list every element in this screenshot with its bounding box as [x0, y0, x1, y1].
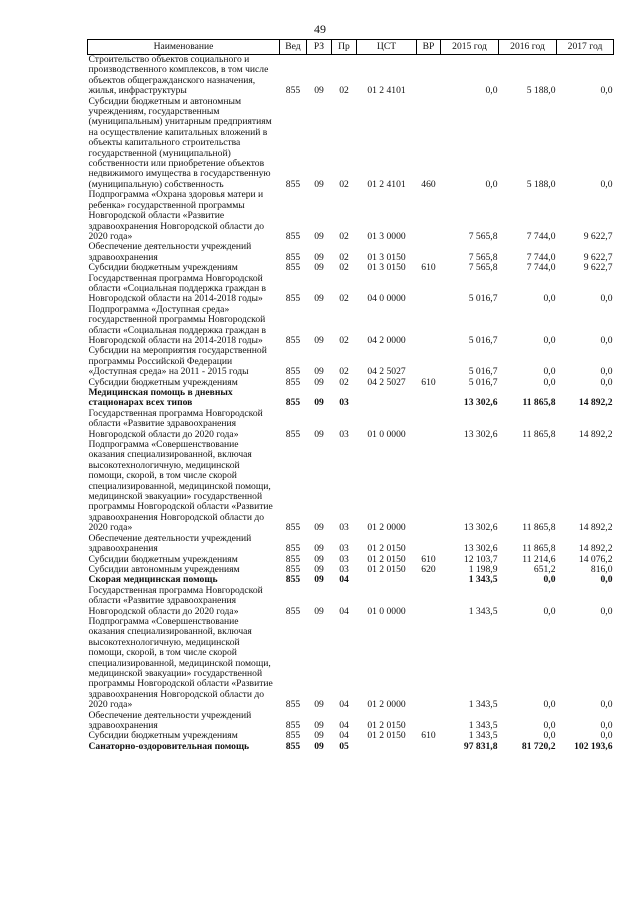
cell-2016: 0,0 — [543, 699, 556, 711]
cell-2016: 11 865,8 — [522, 397, 556, 409]
cell-2015: 13 302,6 — [463, 428, 498, 440]
cell-2015: 1 343,5 — [468, 574, 498, 586]
cell-2016: 81 720,2 — [521, 740, 556, 752]
cell-ved: 855 — [285, 574, 301, 586]
cell-name: Обеспечение деятельности учреждений здравоохранения — [88, 241, 252, 263]
header-2016: 2016 год — [499, 40, 557, 55]
cell-rz: 09 — [314, 730, 324, 742]
cell-cst: 01 2 0150 — [367, 730, 406, 742]
cell-name: Субсидии на мероприятия государственной программы Российской Федерации «Доступная среда» на 2011 - 2015 годы — [88, 345, 267, 378]
table-row — [88, 388, 614, 409]
cell-ved: 855 — [285, 230, 301, 242]
cell-2016: 11 865,8 — [522, 543, 556, 555]
cell-2017: 0,0 — [600, 699, 613, 711]
cell-2015: 13 302,6 — [463, 543, 498, 555]
cell-ved: 855 — [285, 720, 301, 731]
cell-2017: 9 622,7 — [583, 262, 613, 274]
cell-2015: 5 016,7 — [468, 334, 498, 346]
cell-pr: 03 — [339, 553, 349, 565]
cell-vr: 610 — [421, 553, 436, 565]
cell-2017: 0,0 — [600, 376, 613, 388]
cell-2015: 1 198,9 — [468, 563, 498, 575]
cell-2015: 0,0 — [485, 85, 498, 97]
page-number: 49 — [314, 22, 326, 36]
cell-2016: 11 865,8 — [522, 522, 556, 534]
cell-name: Субсидии автономным учреждениям — [88, 563, 240, 575]
cell-pr: 02 — [339, 376, 349, 388]
cell-rz: 09 — [314, 178, 324, 190]
cell-2017: 14 892,2 — [578, 428, 613, 440]
cell-pr: 02 — [339, 230, 349, 242]
cell-cst: 01 2 0150 — [367, 543, 406, 555]
table-row — [88, 346, 614, 377]
cell-rz: 09 — [314, 334, 324, 346]
header-ved: Вед — [280, 40, 307, 55]
cell-2017: 14 076,2 — [578, 553, 613, 565]
cell-ved: 855 — [285, 334, 301, 346]
cell-2017: 0,0 — [600, 730, 613, 742]
cell-2017: 0,0 — [600, 85, 613, 97]
cell-2017: 0,0 — [600, 366, 613, 378]
cell-2015: 1 343,5 — [468, 730, 498, 742]
table-row — [88, 274, 614, 305]
cell-vr — [417, 190, 441, 242]
cell-vr — [417, 242, 441, 263]
cell-vr: 460 — [421, 178, 436, 190]
cell-cst — [357, 742, 417, 752]
cell-vr — [417, 55, 441, 97]
cell-2016: 0,0 — [543, 334, 556, 346]
cell-2017: 0,0 — [600, 293, 613, 305]
cell-cst: 01 2 4101 — [367, 85, 406, 97]
cell-pr: 02 — [339, 262, 349, 274]
cell-name: Строительство объектов социального и производственного комплексов, в том числе объектов общегражданского назначения, жилья, инфраструктуры — [88, 54, 269, 97]
cell-2015: 1 343,5 — [468, 699, 498, 711]
cell-cst: 01 2 0150 — [367, 553, 406, 565]
cell-2015: 1 343,5 — [468, 605, 498, 617]
cell-ved: 855 — [285, 522, 301, 534]
cell-cst: 04 2 0000 — [367, 334, 406, 346]
cell-ved: 855 — [285, 605, 301, 617]
cell-vr — [417, 742, 441, 752]
cell-2016: 0,0 — [543, 720, 556, 731]
cell-name: Подпрограмма «Совершенствование оказания специализированной, включая высокотехнологичную, медицинской помощи, скорой, в том числе скорой специализированной, медицинской помощи, медицинской эвакуации» государственной программы Новгородской области «Развитие здравоохранения Новгородской области до 2020 года» — [88, 439, 273, 534]
cell-vr: 610 — [421, 376, 436, 388]
cell-2016: 0,0 — [543, 376, 556, 388]
cell-ved: 855 — [285, 262, 301, 274]
cell-vr — [417, 586, 441, 617]
cell-vr — [417, 617, 441, 711]
cell-name: Обеспечение деятельности учреждений здравоохранения — [88, 709, 252, 731]
cell-name: Скорая медицинская помощь — [88, 574, 218, 586]
cell-2017: 816,0 — [590, 563, 613, 575]
cell-cst: 01 2 0150 — [367, 720, 406, 731]
cell-2015: 13 302,6 — [463, 397, 498, 409]
cell-name: Обеспечение деятельности учреждений здравоохранения — [88, 532, 252, 555]
cell-cst: 01 3 0150 — [367, 262, 406, 274]
cell-2015: 5 016,7 — [468, 366, 498, 378]
cell-pr: 03 — [339, 543, 349, 555]
cell-vr — [417, 575, 441, 585]
cell-2017: 0,0 — [600, 605, 613, 617]
cell-2016: 0,0 — [543, 293, 556, 305]
cell-cst — [357, 388, 417, 409]
cell-vr — [417, 274, 441, 305]
cell-2016: 0,0 — [543, 730, 556, 742]
cell-vr — [417, 534, 441, 555]
header-cst: ЦСТ — [357, 40, 417, 55]
cell-rz: 09 — [314, 720, 324, 731]
cell-rz: 09 — [314, 293, 324, 305]
cell-2015: 7 565,8 — [468, 251, 498, 263]
cell-2015: 7 565,8 — [468, 230, 498, 242]
cell-2015: 7 565,8 — [468, 262, 498, 274]
cell-rz: 09 — [314, 230, 324, 242]
cell-ved: 855 — [285, 563, 301, 575]
cell-2015: 0,0 — [485, 178, 498, 190]
cell-2016: 11 865,8 — [522, 428, 556, 440]
cell-rz: 09 — [314, 553, 324, 565]
cell-pr: 03 — [339, 428, 349, 440]
cell-2017: 9 622,7 — [583, 230, 613, 242]
table-row — [88, 440, 614, 534]
table-row — [88, 263, 614, 273]
cell-2016: 5 188,0 — [526, 85, 556, 97]
cell-rz: 09 — [314, 543, 324, 555]
cell-rz: 09 — [314, 563, 324, 575]
header-2017: 2017 год — [557, 40, 614, 55]
cell-pr: 02 — [339, 366, 349, 378]
cell-cst: 01 3 0150 — [367, 251, 406, 263]
table-row — [88, 97, 614, 191]
cell-2017: 0,0 — [600, 334, 613, 346]
cell-cst: 01 2 0000 — [367, 699, 406, 711]
cell-cst: 01 3 0000 — [367, 230, 406, 242]
cell-pr: 02 — [339, 334, 349, 346]
cell-pr: 04 — [339, 574, 349, 586]
cell-name: Субсидии бюджетным учреждениям — [88, 730, 238, 742]
table-body — [88, 55, 614, 753]
cell-2017: 14 892,2 — [578, 397, 613, 409]
cell-pr: 04 — [339, 730, 349, 742]
header-rz: РЗ — [307, 40, 332, 55]
cell-cst: 01 0 0000 — [367, 605, 406, 617]
cell-vr — [417, 388, 441, 409]
table-row — [88, 190, 614, 242]
cell-2016: 7 744,0 — [526, 251, 556, 263]
cell-cst: 04 0 0000 — [367, 293, 406, 305]
cell-vr — [417, 409, 441, 440]
cell-2017: 14 892,2 — [578, 543, 613, 555]
cell-pr: 03 — [339, 522, 349, 534]
cell-vr — [417, 440, 441, 534]
cell-pr: 04 — [339, 605, 349, 617]
cell-pr: 02 — [339, 251, 349, 263]
cell-pr: 02 — [339, 85, 349, 97]
cell-ved: 855 — [285, 730, 301, 742]
cell-name: Субсидии бюджетным учреждениям — [88, 262, 238, 274]
table-row — [88, 55, 614, 97]
header-pr: Пр — [332, 40, 357, 55]
cell-name: Субсидии бюджетным учреждениям — [88, 376, 238, 388]
cell-ved: 855 — [285, 85, 301, 97]
cell-name: Государственная программа Новгородской области «Развитие здравоохранения Новгородской области до 2020 года» — [88, 584, 263, 617]
cell-2015: 97 831,8 — [463, 740, 498, 752]
cell-ved: 855 — [285, 178, 301, 190]
cell-2016: 0,0 — [543, 605, 556, 617]
cell-name: Подпрограмма «Совершенствование оказания специализированной, включая высокотехнологичную, медицинской помощи, скорой, в том числе скорой специализированной, медицинской помощи, медицинской эвакуации» государственной программы Новгородской области «Развитие здравоохранения Новгородской области до 2020 года» — [88, 615, 273, 711]
cell-rz: 09 — [314, 85, 324, 97]
cell-rz: 09 — [314, 740, 324, 752]
cell-ved: 855 — [285, 543, 301, 555]
cell-2015: 12 103,7 — [463, 553, 498, 565]
cell-cst: 01 0 0000 — [367, 428, 406, 440]
cell-2017: 102 193,6 — [574, 740, 613, 752]
cell-vr — [417, 346, 441, 377]
cell-2015: 13 302,6 — [463, 522, 498, 534]
cell-ved: 855 — [285, 740, 301, 752]
cell-name: Медицинская помощь в дневных стационарах всех типов — [88, 387, 233, 409]
cell-rz: 09 — [314, 605, 324, 617]
cell-2015: 5 016,7 — [468, 293, 498, 305]
cell-rz: 09 — [314, 574, 324, 586]
table-row — [88, 242, 614, 263]
cell-ved: 855 — [285, 251, 301, 263]
cell-2017: 9 622,7 — [583, 251, 613, 263]
cell-vr: 610 — [421, 262, 436, 274]
cell-2015: 5 016,7 — [468, 376, 498, 388]
budget-table — [87, 39, 614, 752]
table-row — [88, 586, 614, 617]
cell-vr: 610 — [421, 730, 436, 742]
cell-pr: 03 — [339, 397, 349, 409]
cell-ved: 855 — [285, 397, 301, 409]
cell-ved: 855 — [285, 366, 301, 378]
cell-pr: 02 — [339, 178, 349, 190]
cell-2017: 0,0 — [600, 574, 613, 586]
cell-2017: 0,0 — [600, 720, 613, 731]
cell-pr: 03 — [339, 563, 349, 575]
cell-pr: 02 — [339, 293, 349, 305]
cell-cst: 01 2 4101 — [367, 178, 406, 190]
cell-cst: 04 2 5027 — [367, 366, 406, 378]
cell-name: Субсидии бюджетным учреждениям — [88, 553, 238, 565]
cell-rz: 09 — [314, 366, 324, 378]
cell-name: Государственная программа Новгородской области «Социальная поддержка граждан в Новгородской области на 2014-2018 годы» — [88, 272, 267, 305]
cell-rz: 09 — [314, 262, 324, 274]
table-header-row — [88, 40, 614, 55]
cell-name: Подпрограмма «Доступная среда» государственной программы Новгородской области «Социальная поддержка граждан в Новгородской области на 2014-2018 годы» — [88, 303, 267, 346]
cell-ved: 855 — [285, 699, 301, 711]
cell-cst — [357, 575, 417, 585]
cell-rz: 09 — [314, 251, 324, 263]
cell-2015: 1 343,5 — [468, 720, 498, 731]
cell-2017: 0,0 — [600, 178, 613, 190]
cell-vr: 620 — [421, 563, 436, 575]
cell-pr: 04 — [339, 699, 349, 711]
cell-2016: 7 744,0 — [526, 230, 556, 242]
cell-2016: 5 188,0 — [526, 178, 556, 190]
cell-2016: 651,2 — [533, 563, 556, 575]
cell-ved: 855 — [285, 293, 301, 305]
table-row — [88, 711, 614, 732]
cell-vr — [417, 711, 441, 732]
cell-2017: 14 892,2 — [578, 522, 613, 534]
header-vr: ВР — [417, 40, 441, 55]
header-name: Наименование — [88, 40, 280, 55]
table-row — [88, 742, 614, 752]
cell-cst: 01 2 0150 — [367, 563, 406, 575]
table-row — [88, 617, 614, 711]
cell-rz: 09 — [314, 376, 324, 388]
cell-rz: 09 — [314, 699, 324, 711]
cell-2016: 0,0 — [543, 574, 556, 586]
cell-cst: 04 2 5027 — [367, 376, 406, 388]
cell-rz: 09 — [314, 428, 324, 440]
cell-ved: 855 — [285, 428, 301, 440]
table-row — [88, 409, 614, 440]
cell-2016: 11 214,6 — [522, 553, 556, 565]
cell-name: Субсидии бюджетным и автономным учреждениям, государственным (муниципальным) унитарным предприятиям на осуществление капитальных вложений в объекты капитального строительства государственной (муниципальной) собственности или приобретение объектов недвижимого имущества в государственную (муниципальную) собственность — [88, 95, 272, 190]
cell-rz: 09 — [314, 522, 324, 534]
cell-name: Государственная программа Новгородской области «Развитие здравоохранения Новгородской области до 2020 года» — [88, 407, 263, 440]
cell-cst: 01 2 0000 — [367, 522, 406, 534]
cell-pr: 04 — [339, 720, 349, 731]
cell-rz: 09 — [314, 397, 324, 409]
header-2015: 2015 год — [441, 40, 499, 55]
cell-ved: 855 — [285, 553, 301, 565]
cell-2016: 0,0 — [543, 366, 556, 378]
cell-name: Подпрограмма «Охрана здоровья матери и ребенка» государственной программы Новгородской области «Развитие здравоохранения Новгородской области до 2020 года» — [88, 189, 265, 242]
cell-vr — [417, 305, 441, 347]
table-row — [88, 305, 614, 347]
cell-pr: 05 — [339, 740, 349, 752]
cell-name: Санаторно-оздоровительная помощь — [88, 740, 250, 752]
cell-2016: 7 744,0 — [526, 262, 556, 274]
cell-ved: 855 — [285, 376, 301, 388]
table-row — [88, 534, 614, 555]
